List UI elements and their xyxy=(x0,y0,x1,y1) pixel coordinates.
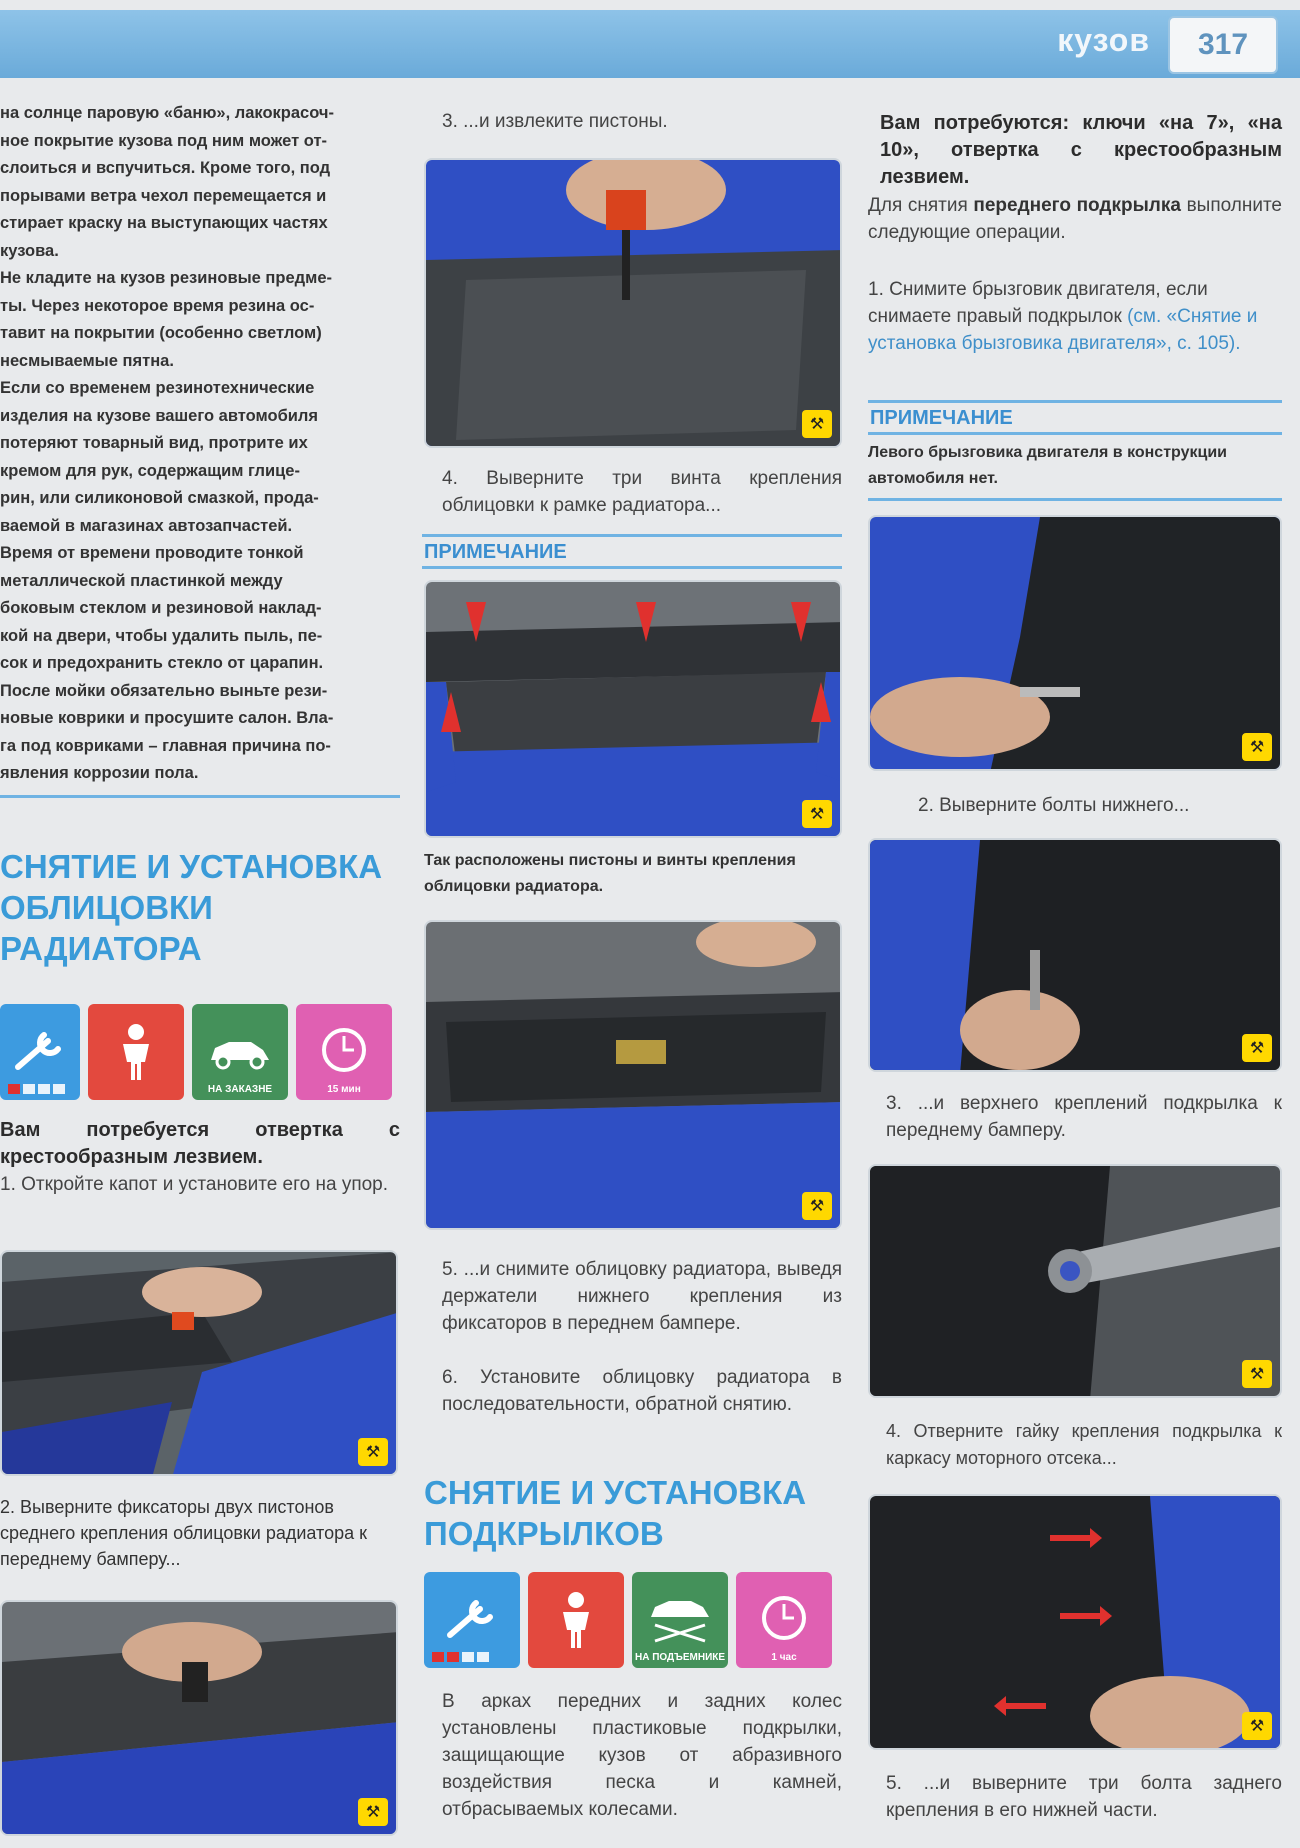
note-heading-1: ПРИМЕЧАНИЕ xyxy=(422,534,842,569)
cross-reference-link[interactable]: (см. «Снятие и установка брызговика двигателя», с. 105). xyxy=(868,306,1258,354)
fender-intro: Для снятия переднего подкрылка выполните следующие операции. xyxy=(868,195,1283,243)
tool-badge-icon: ⚒ xyxy=(358,1438,388,1466)
section-heading-fenders: СНЯТИЕ И УСТАНОВКА ПОДКРЫЛКОВ xyxy=(424,1474,807,1552)
caption-step-4: 4. Выверните три винта крепления облицовки к рамке радиатора... xyxy=(442,468,842,516)
tool-badge-icon: ⚒ xyxy=(1242,1034,1272,1062)
photo-note xyxy=(424,580,842,838)
fender-caption-3: 3. ...и верхнего креплений подкрылка к переднему бамперу. xyxy=(886,1093,1282,1141)
note-heading-2: ПРИМЕЧАНИЕ xyxy=(868,400,1282,435)
section-heading-radiator: СНЯТИЕ И УСТАНОВКА ОБЛИЦОВКИ РАДИАТОРА xyxy=(0,848,383,967)
caption-step-5: 5. ...и снимите облицовку радиатора, выведя держатели нижнего крепления из фиксаторов в переднем бампере. xyxy=(442,1259,842,1334)
tool-badge-icon: ⚒ xyxy=(1242,733,1272,761)
clock-icon: 15 мин xyxy=(296,1004,392,1100)
photo-step-3 xyxy=(424,158,842,448)
page-number: 317 xyxy=(1168,16,1278,74)
difficulty-tiles-2 xyxy=(424,1572,832,1668)
person-icon xyxy=(528,1572,624,1668)
column-1 xyxy=(0,100,400,788)
photo-fender-3 xyxy=(868,838,1282,1072)
tool-badge-icon: ⚒ xyxy=(358,1798,388,1826)
photo-fender-2 xyxy=(868,515,1282,771)
lift-icon: НА ПОДЪЕМНИКЕ xyxy=(632,1572,728,1668)
fenders-intro: В арках передних и задних колес установлены пластиковые подкрылки, защищающие кузов от абразивного воздействия песка и камней, отбрасываемых колесами. xyxy=(442,1691,842,1820)
tools-needed-2: Вам потребуются: ключи «на 7», «на 10», отвертка с крестообразным лезвием. xyxy=(880,112,1282,188)
wrench-icon xyxy=(0,1004,80,1100)
photo-step-2 xyxy=(0,1600,398,1836)
intro-text: на солнце паровую «баню», лакокрасоч- ное покрытие кузова под ним может от- слоиться и вспучиться. Кроме того, под порывами ветра чехол перемещается и стирает краску на выступающих частях кузова. Не кладите на кузов резиновые предме- ты. Через некоторое время резина ос- тавит на покрытии (особенно светлом) несмываемые пятна. Если со временем резинотехнические изделия на кузове вашего автомобиля потеряют товарный вид, протрите их кремом для рук, содержащим глице- рин, или силиконовой смазкой, прода- ваемой в магазинах автозапчастей. Время от времени проводите тонкой металлической пластинкой между боковым стеклом и резиновой наклад- кой на двери, чтобы удалить пыль, пе- сок и предохранить стекло от царапин. После мойки обязательно выньте рези- новые коврики и просушите салон. Вла- га под ковриками – главная причина по- явления коррозии пола. xyxy=(0,104,334,782)
caption-step-2: 2. Выверните фиксаторы двух пистонов среднего крепления облицовки радиатора к переднему бамперу... xyxy=(0,1497,367,1569)
wrench-icon xyxy=(424,1572,520,1668)
section-title: кузов xyxy=(1057,22,1150,58)
note-caption: Так расположены пистоны и винты крепления облицовки радиатора. xyxy=(424,852,796,895)
tool-badge-icon: ⚒ xyxy=(1242,1360,1272,1388)
step-6: 6. Установите облицовку радиатора в последовательности, обратной снятию. xyxy=(442,1367,842,1415)
photo-fender-4 xyxy=(868,1164,1282,1398)
difficulty-tiles-1 xyxy=(0,1004,392,1100)
photo-fender-5 xyxy=(868,1494,1282,1750)
tool-badge-icon: ⚒ xyxy=(1242,1712,1272,1740)
tool-badge-icon: ⚒ xyxy=(802,1192,832,1220)
clock-icon: 1 час xyxy=(736,1572,832,1668)
step-1: 1. Откройте капот и установите его на упор. xyxy=(0,1174,389,1195)
caption-step-3: 3. ...и извлеките пистоны. xyxy=(442,111,668,132)
note-text: Левого брызговика двигателя в конструкции автомобиля нет. xyxy=(868,440,1282,501)
tool-badge-icon: ⚒ xyxy=(802,410,832,438)
photo-step-5 xyxy=(424,920,842,1230)
fender-caption-2: 2. Выверните болты нижнего... xyxy=(918,795,1190,816)
fender-caption-4: 4. Отверните гайку крепления подкрылка к каркасу моторного отсека... xyxy=(886,1421,1282,1468)
fender-step-1: 1. Снимите брызговик двигателя, если снимаете правый подкрылок (см. «Снятие и установка брызговика двигателя», с. 105). xyxy=(868,279,1258,354)
fender-caption-5: 5. ...и выверните три болта заднего крепления в его нижней части. xyxy=(886,1773,1282,1821)
photo-step-1 xyxy=(0,1250,398,1476)
person-icon xyxy=(88,1004,184,1100)
tool-badge-icon: ⚒ xyxy=(802,800,832,828)
divider xyxy=(0,795,400,798)
car-icon: НА ЗАКАЗНЕ xyxy=(192,1004,288,1100)
page-header xyxy=(0,10,1300,78)
tools-needed-1: Вам потребуется отвертка с крестообразным лезвием. xyxy=(0,1119,400,1168)
